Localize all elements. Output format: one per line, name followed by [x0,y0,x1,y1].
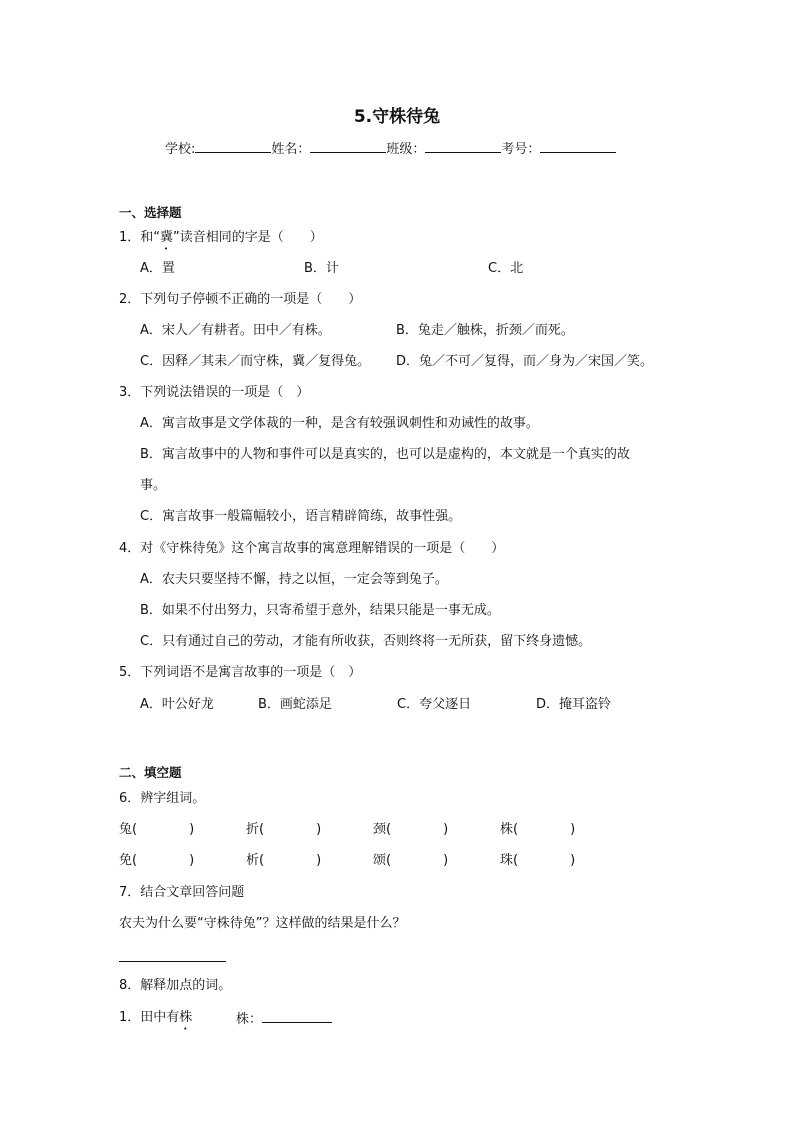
number-label: 考号： [501,142,541,157]
q8-answer-blank[interactable] [262,1010,332,1023]
section-fill-heading: 二、填空题 [119,765,182,780]
q5-option-a[interactable]: A．叶公好龙 [140,697,214,712]
q4-option-b[interactable]: B．如果不付出努力，只寄希望于意外，结果只能是一事无成。 [140,603,500,618]
q3-option-a[interactable]: A．寓言故事是文学体裁的一种，是含有较强讽刺性和劝诫性的故事。 [140,416,539,431]
q6-cell[interactable]: 颈( ) [373,822,449,837]
q6-cell[interactable]: 折( ) [246,822,322,837]
q1-stem-post: ”读音相同的字是（ ） [173,230,323,245]
student-info-line [165,140,616,158]
q6-cell[interactable]: 免( ) [119,853,195,868]
q4-option-a[interactable]: A．农夫只要坚持不懈，持之以恒，一定会等到兔子。 [140,572,448,587]
q5-stem: 5．下列词语不是寓言故事的一项是（ ） [119,665,362,680]
q2-option-d[interactable]: D．兔／不可／复得，而／身为／宋国／笑。 [396,354,654,369]
q7-stem: 7．结合文章回答问题 [119,885,245,900]
q6-cell[interactable]: 兔( ) [119,822,195,837]
school-blank[interactable] [195,140,271,153]
section-choice-heading: 一、选择题 [119,205,182,220]
q8-item-1-answer [236,1010,332,1028]
q8-item-1 [119,1010,192,1033]
q8-item-text: 1．田中有 [119,1010,180,1025]
name-label: 姓名： [271,142,311,157]
q1-dotted-char: 冀 [160,230,174,245]
q6-cell[interactable]: 株( ) [500,822,576,837]
q8-stem: 8．解释加点的词。 [119,978,232,993]
q2-option-b[interactable]: B．兔走／触株，折颈／而死。 [396,323,574,338]
q1-option-a[interactable]: A．置 [140,261,175,276]
q3-stem: 3．下列说法错误的一项是（ ） [119,385,310,400]
class-label: 班级： [386,142,426,157]
q1-stem [119,230,323,253]
school-label: 学校: [165,142,196,157]
q5-option-d[interactable]: D．掩耳盗铃 [536,697,612,712]
q4-stem: 4．对《守株待兔》这个寓言故事的寓意理解错误的一项是（ ） [119,541,505,556]
q7-question: 农夫为什么要“守株待兔”？这样做的结果是什么？ [119,916,406,931]
q2-option-c[interactable]: C．因释／其耒／而守株，冀／复得兔。 [140,354,371,369]
q7-answer-line[interactable] [119,961,226,962]
class-blank[interactable] [425,140,501,153]
q1-option-c[interactable]: C．北 [488,261,524,276]
q8-answer-label: 株： [236,1012,263,1027]
q6-cell[interactable]: 珠( ) [500,853,576,868]
q5-option-b[interactable]: B．画蛇添足 [258,697,332,712]
q6-cell[interactable]: 颂( ) [373,853,449,868]
page-title: 5.守株待兔 [353,107,441,127]
q6-stem: 6．辨字组词。 [119,791,206,806]
q6-cell[interactable]: 析( ) [246,853,322,868]
q8-dotted-char: 株 [179,1010,193,1025]
q3-option-b-line1[interactable]: B．寓言故事中的人物和事件可以是真实的，也可以是虚构的，本文就是一个真实的故 [140,447,630,462]
q3-option-c[interactable]: C．寓言故事一般篇幅较小，语言精辟简练，故事性强。 [140,509,462,524]
number-blank[interactable] [540,140,616,153]
q2-option-a[interactable]: A．宋人／有耕者。田中／有株。 [140,323,331,338]
q3-option-b-line2[interactable]: 事。 [140,478,167,493]
q2-stem: 2．下列句子停顿不正确的一项是（ ） [119,292,362,307]
name-blank[interactable] [310,140,386,153]
q4-option-c[interactable]: C．只有通过自己的劳动，才能有所收获，否则终将一无所获，留下终身遗憾。 [140,634,592,649]
q1-option-b[interactable]: B．计 [304,261,339,276]
q1-stem-pre: 1．和“ [119,230,161,245]
q5-option-c[interactable]: C．夸父逐日 [397,697,472,712]
